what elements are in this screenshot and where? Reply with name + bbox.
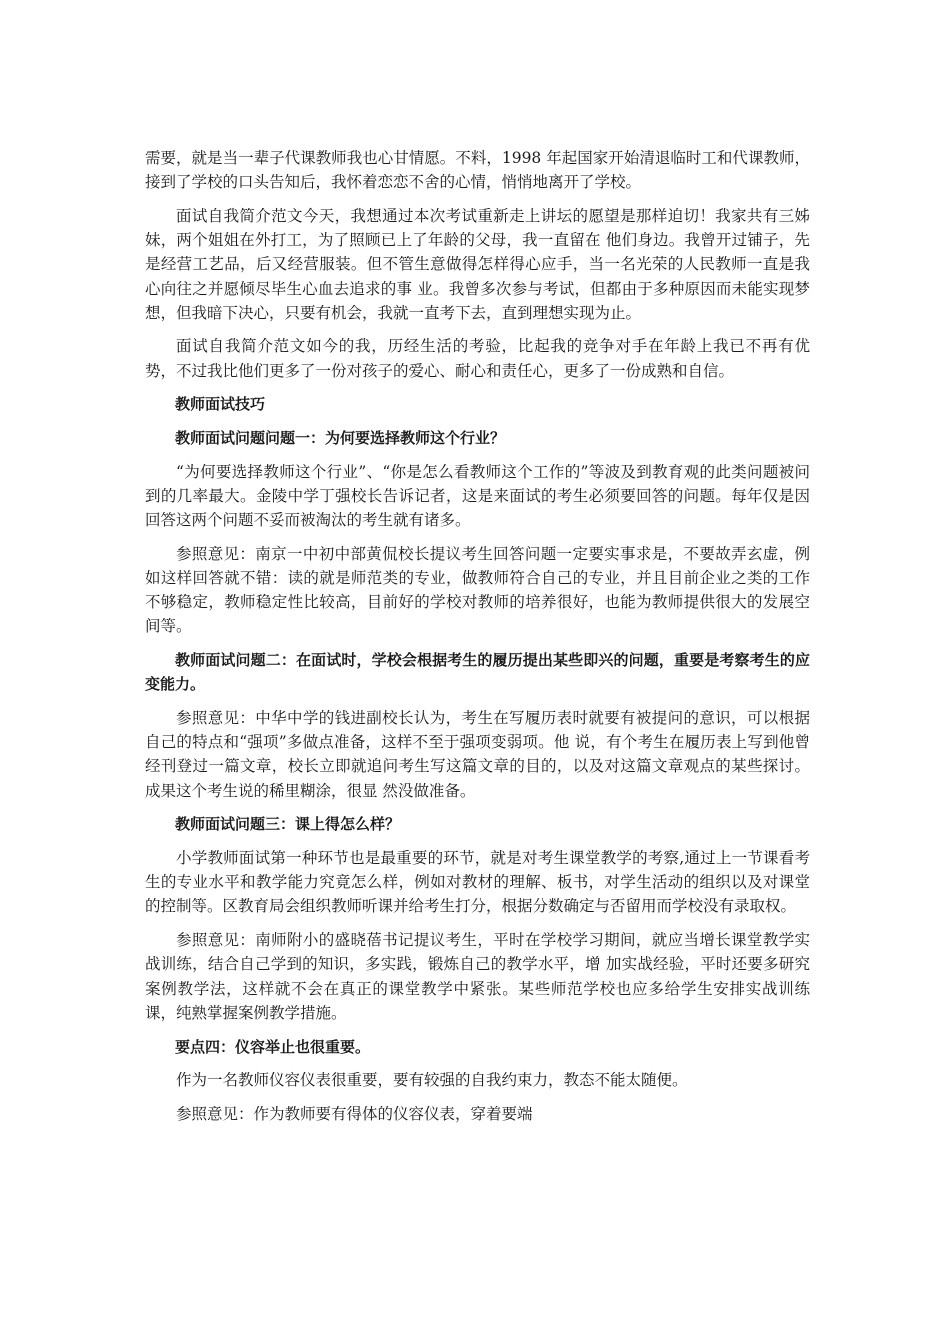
question-heading-3: 教师面试问题三：课上得怎么样？ [175, 815, 401, 834]
paragraph-5: 参照意见：南京一中初中部黄侃校长提议考生回答问题一定要实事求是，不要故弄玄虚，例如这样回答就不错：读的就是师范类的专业，做教师符合自己的专业，并且目前企业之类的工作不够稳定，教师稳定性比较高，目前好的学校对教师的培养很好，也能为教师提供很大的发展空间等。 [145, 544, 810, 636]
question-heading-2: 教师面试问题二：在面试时，学校会根据考生的履历提出某些即兴的问题，重要是考察考生的应变能力。 [145, 651, 810, 694]
point-heading-4: 要点四：仪容举止也很重要。 [175, 1037, 371, 1056]
paragraph-9: 作为一名教师仪容仪表很重要，要有较强的自我约束力，教态不能太随便。 [176, 1071, 688, 1090]
question-heading-1: 教师面试问题问题一：为何要选择教师这个行业？ [175, 429, 506, 448]
paragraph-3: 面试自我简介范文如今的我，历经生活的考验，比起我的竞争对手在年龄上我已不再有优势，不过我比他们更多了一份对孩子的爱心、耐心和责任心，更多了一份成熟和自信。 [145, 337, 810, 380]
paragraph-4: “为何要选择教师这个行业”、“你是怎么看教师这个工作的”等波及到教育观的此类问题被问到的几率最大。金陵中学丁强校长告诉记者，这是来面试的考生必须要回答的问题。每年仅是因回答这两个问题不妥而被淘汰的考生就有诸多。 [145, 462, 810, 530]
paragraph-10: 参照意见：作为教师要有得体的仪容仪表，穿着要端 [176, 1104, 533, 1123]
paragraph-2: 面试自我简介范文今天，我想通过本次考试重新走上讲坛的愿望是那样迫切！我家共有三姊 妹，两个姐姐在外打工，为了照顾已上了年龄的父母，我一直留在 他们身边。我曾开过铺子，先是经营工艺品，后又经营服装。但不管生意做得怎样得心应手，当一名光荣的人民教师一直是我心向往之并愿倾尽毕生心血去追求的事 业。我曾多次参与考试，但都由于多种原因而未能实现梦想，但我暗下决心，只要有机会，我就一直考下去，直到理想实现为止。 [145, 206, 810, 322]
paragraph-1: 需要，就是当一辈子代课教师我也心甘情愿。不料，1998 年起国家开始清退临时工和代课教师，接到了学校的口头告知后，我怀着恋恋不舍的心情，悄悄地离开了学校。 [145, 149, 810, 192]
paragraph-7: 小学教师面试第一种环节也是最重要的环节，就是对考生课堂教学的考察,通过上一节课看考生的专业水平和教学能力究竟怎么样，例如对教材的理解、板书，对学生活动的组织以及对课堂的控制等。区教育局会组织教师听课并给考生打分，根据分数确定与否留用而学校没有录取权。 [145, 849, 810, 916]
paragraph-8: 参照意见：南师附小的盛晓蓓书记提议考生，平时在学校学习期间，就应当增长课堂教学实 战训练，结合自己学到的知识，多实践，锻炼自己的教学水平，增 加实战经验，平时还要多研究案例教学法，这样就不会在真正的课堂教学中紧张。某些师范学校也应多给学生安排实战训练课，纯熟掌握案例教学措施。 [145, 931, 810, 1022]
document-page [145, 146, 810, 1136]
section-heading-tips: 教师面试技巧 [175, 395, 266, 414]
paragraph-6: 参照意见：中华中学的钱进副校长认为，考生在写履历表时就要有被提问的意识，可以根据 自己的特点和“强项”多做点准备，这样不至于强项变弱项。他 说，有个考生在履历表上写到他曾经刊登过一篇文章，校长立即就追问考生写这篇文章的目的，以及对这篇文章观点的某些探讨。成果这个考生说的稀里糊涂，很显 然没做准备。 [145, 709, 810, 800]
